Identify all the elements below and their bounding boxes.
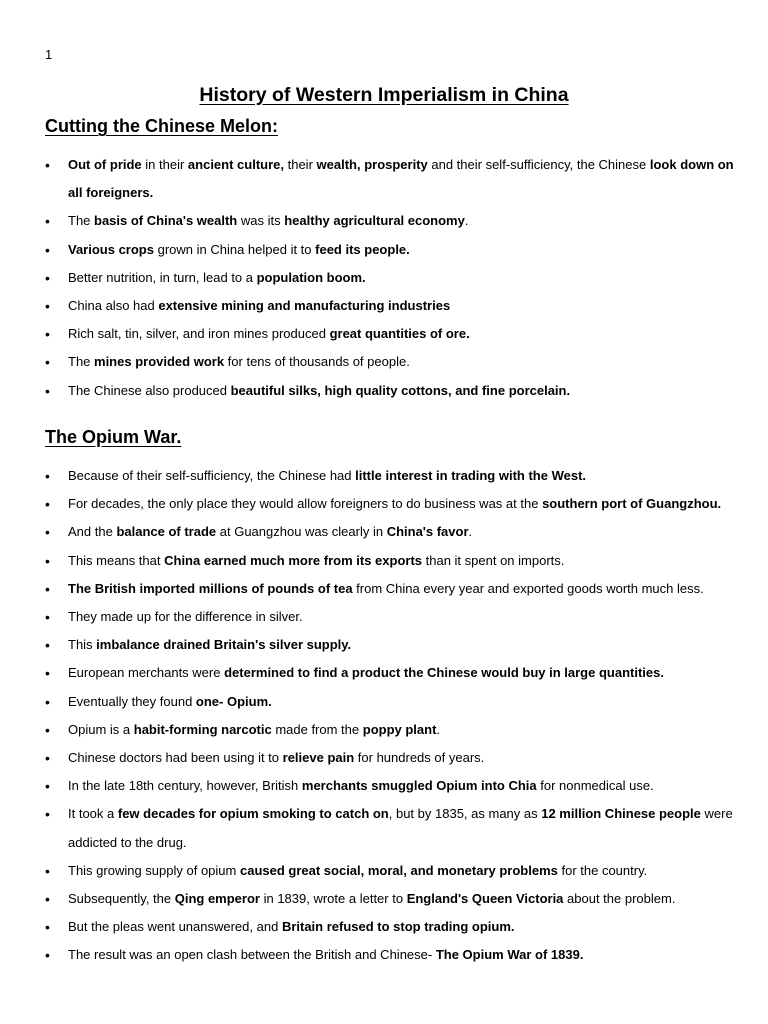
bold-text: determined to find a product the Chinese would buy in large quantities. (224, 665, 664, 681)
bold-text: 12 million Chinese people (541, 806, 701, 822)
text-run: This (68, 637, 97, 653)
text-run: in their (141, 157, 188, 172)
text-run: for the country. (557, 862, 648, 878)
bullet-item (45, 264, 735, 292)
bullet-item (45, 348, 735, 376)
bold-text: balance of trade (116, 524, 217, 540)
bullet-item (45, 490, 735, 518)
text-run: in 1839, wrote a letter to (259, 891, 407, 907)
bullet-item (45, 603, 735, 631)
text-run: . (436, 721, 441, 737)
text-run: for nonmedical use. (536, 778, 654, 794)
bold-text: basis of China's wealth (94, 213, 238, 229)
bullet-item (45, 857, 735, 885)
bold-text: healthy agricultural economy (284, 213, 465, 229)
bold-text: feed its people. (315, 241, 410, 257)
text-run: It took a (68, 806, 118, 822)
text-run: The result was an open clash between the British and Chinese- (68, 947, 436, 963)
bullet-item (45, 772, 735, 800)
bold-text: poppy plant (362, 721, 437, 737)
bullet-list (45, 151, 735, 405)
text-run: Subsequently, the (68, 891, 175, 907)
bullet-item (45, 575, 735, 603)
bold-text: few decades for opium smoking to catch on (117, 806, 389, 822)
text-run: and their self-sufficiency, the Chinese (427, 157, 650, 172)
text-run: This growing supply of opium (68, 862, 240, 878)
text-run: Eventually they found (68, 693, 196, 709)
bullet-item (45, 151, 735, 207)
text-run: . (464, 213, 469, 229)
bullet-item (45, 941, 735, 969)
text-run: They made up for the difference in silver. (68, 609, 303, 625)
document-title: History of Western Imperialism in China (199, 84, 569, 106)
text-run: And the (68, 524, 117, 540)
bold-text: imbalance drained Britain's silver supply. (96, 637, 352, 653)
text-run: for hundreds of years. (354, 750, 485, 766)
bold-text: Various crops (68, 241, 154, 257)
bullet-item (45, 716, 735, 744)
text-run: Rich salt, tin, silver, and iron mines produced (68, 326, 330, 342)
bold-text: one- Opium. (195, 693, 272, 709)
bold-text: look down on all foreigners. (68, 157, 734, 201)
bold-text: extensive mining and manufacturing industries (158, 298, 451, 314)
page-number: 1 (45, 47, 53, 62)
bold-text: England's Queen Victoria (406, 891, 564, 907)
text-run: For decades, the only place they would allow foreigners to do business was at the (68, 496, 543, 512)
text-run: for tens of thousands of people. (224, 354, 410, 370)
section-heading: Cutting the Chinese Melon: (45, 116, 278, 136)
bullet-item (45, 292, 735, 320)
text-run: at Guangzhou was clearly in (216, 524, 387, 540)
text-run: European merchants were (68, 665, 225, 681)
text-run: Because of their self-sufficiency, the Chinese had (68, 468, 356, 483)
bullet-item (45, 913, 735, 941)
text-run: China also had (68, 298, 159, 314)
bold-text: mines provided work (94, 354, 225, 370)
bold-text: relieve pain (282, 750, 355, 766)
text-run: from China every year and exported goods worth much less. (352, 580, 704, 596)
text-run: The Chinese also produced (68, 382, 231, 398)
text-run: . (468, 524, 473, 540)
bold-text: beautiful silks, high quality cottons, and fine porcelain. (230, 382, 571, 398)
bold-text: Qing emperor (174, 891, 260, 907)
text-run: about the problem. (563, 891, 676, 907)
bullet-list (45, 462, 735, 970)
bold-text: merchants smuggled Opium into Chia (301, 778, 537, 794)
bold-text: Britain refused to stop trading opium. (281, 919, 515, 935)
text-run: In the late 18th century, however, British (68, 778, 302, 794)
text-run: Chinese doctors had been using it to (68, 750, 283, 766)
bold-text: population boom. (256, 269, 366, 285)
text-run: were addicted to the drug. (68, 806, 733, 850)
text-run: The (68, 354, 95, 370)
bold-text: The British imported millions of pounds of tea (68, 580, 353, 596)
bullet-item (45, 320, 735, 348)
section-heading: The Opium War. (45, 427, 182, 447)
bullet-item (45, 236, 735, 264)
bold-text: Out of pride (68, 157, 142, 172)
text-run: was its (237, 213, 285, 229)
bold-text: The Opium War of 1839. (435, 947, 584, 963)
text-run: grown in China helped it to (153, 241, 316, 257)
bullet-item (45, 377, 735, 405)
text-run: their (284, 157, 317, 172)
bullet-item (45, 744, 735, 772)
text-run: Better nutrition, in turn, lead to a (68, 269, 257, 285)
text-run: than it spent on imports. (422, 552, 565, 568)
text-run: But the pleas went unanswered, and (68, 919, 282, 935)
bullet-item (45, 885, 735, 913)
bullet-item (45, 207, 735, 235)
bullet-item (45, 547, 735, 575)
bold-text: ancient culture, (187, 157, 284, 172)
bullet-item (45, 659, 735, 687)
bullet-item (45, 800, 735, 856)
bold-text: caused great social, moral, and monetary problems (239, 862, 558, 878)
bold-text: great quantities of ore. (329, 326, 470, 342)
text-run: made from the (271, 721, 363, 737)
bold-text: China's favor (386, 524, 469, 540)
text-run: , but by 1835, as many as (388, 806, 542, 822)
bold-text: wealth, prosperity (316, 157, 428, 172)
bold-text: little interest in trading with the West. (355, 468, 587, 483)
bullet-item (45, 631, 735, 659)
text-run: This means that (68, 552, 165, 568)
text-run: Opium is a (68, 721, 134, 737)
bullet-item (45, 462, 735, 490)
bold-text: habit-forming narcotic (133, 721, 272, 737)
text-run: The (68, 213, 95, 229)
bullet-item (45, 518, 735, 546)
bullet-item (45, 688, 735, 716)
bold-text: southern port of Guangzhou. (542, 496, 722, 512)
bold-text: China earned much more from its exports (164, 552, 423, 568)
